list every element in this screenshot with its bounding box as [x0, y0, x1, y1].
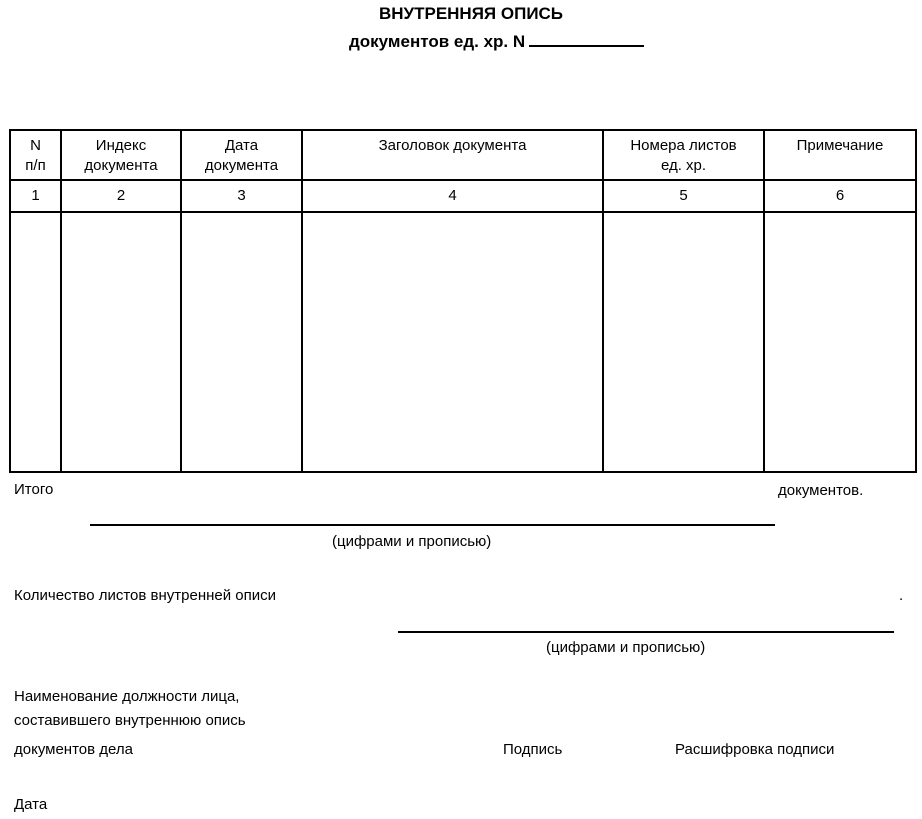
total-hint: (цифрами и прописью): [332, 533, 492, 550]
sheets-label: Количество листов внутренней описи: [14, 587, 277, 604]
header-note: Примечание: [764, 130, 916, 180]
entry-cell[interactable]: [61, 212, 181, 472]
sheets-hint: (цифрами и прописью): [546, 639, 706, 656]
sheets-end: .: [899, 587, 904, 604]
column-number-row: [10, 180, 916, 212]
entry-cell[interactable]: [302, 212, 603, 472]
column-number: 1: [10, 180, 61, 212]
header-index: Индекс документа: [61, 130, 181, 180]
total-fill-line[interactable]: [90, 524, 775, 526]
header-date: Дата документа: [181, 130, 302, 180]
header-number: N п/п: [10, 130, 61, 180]
column-number: 5: [603, 180, 764, 212]
entry-cell[interactable]: [603, 212, 764, 472]
position-label-line2: составившего внутреннюю опись: [14, 712, 246, 729]
header-sheet-numbers: Номера листов ед. хр.: [603, 130, 764, 180]
table-header-row: [10, 130, 916, 180]
column-number: 3: [181, 180, 302, 212]
column-number: 4: [302, 180, 603, 212]
signature-label: Подпись: [503, 741, 563, 758]
signature-decode-label: Расшифровка подписи: [675, 741, 835, 758]
date-label: Дата: [14, 796, 48, 813]
column-number: 6: [764, 180, 916, 212]
entry-cell[interactable]: [10, 212, 61, 472]
sheets-fill-line[interactable]: [398, 631, 894, 633]
inventory-table: [9, 129, 917, 473]
column-number: 2: [61, 180, 181, 212]
document-subtitle: [349, 29, 644, 52]
document-title: ВНУТРЕННЯЯ ОПИСЬ: [378, 4, 564, 23]
entry-cell[interactable]: [764, 212, 916, 472]
table-entry-row: [10, 212, 916, 472]
total-label: Итого: [14, 481, 54, 498]
entry-cell[interactable]: [181, 212, 302, 472]
header-title: Заголовок документа: [302, 130, 603, 180]
subtitle-text: документов ед. хр. N: [349, 32, 526, 51]
position-label-line1: Наименование должности лица,: [14, 688, 240, 705]
position-label-line3: документов дела: [14, 741, 133, 758]
total-suffix: документов.: [778, 482, 864, 499]
unit-number-blank[interactable]: [529, 29, 644, 47]
